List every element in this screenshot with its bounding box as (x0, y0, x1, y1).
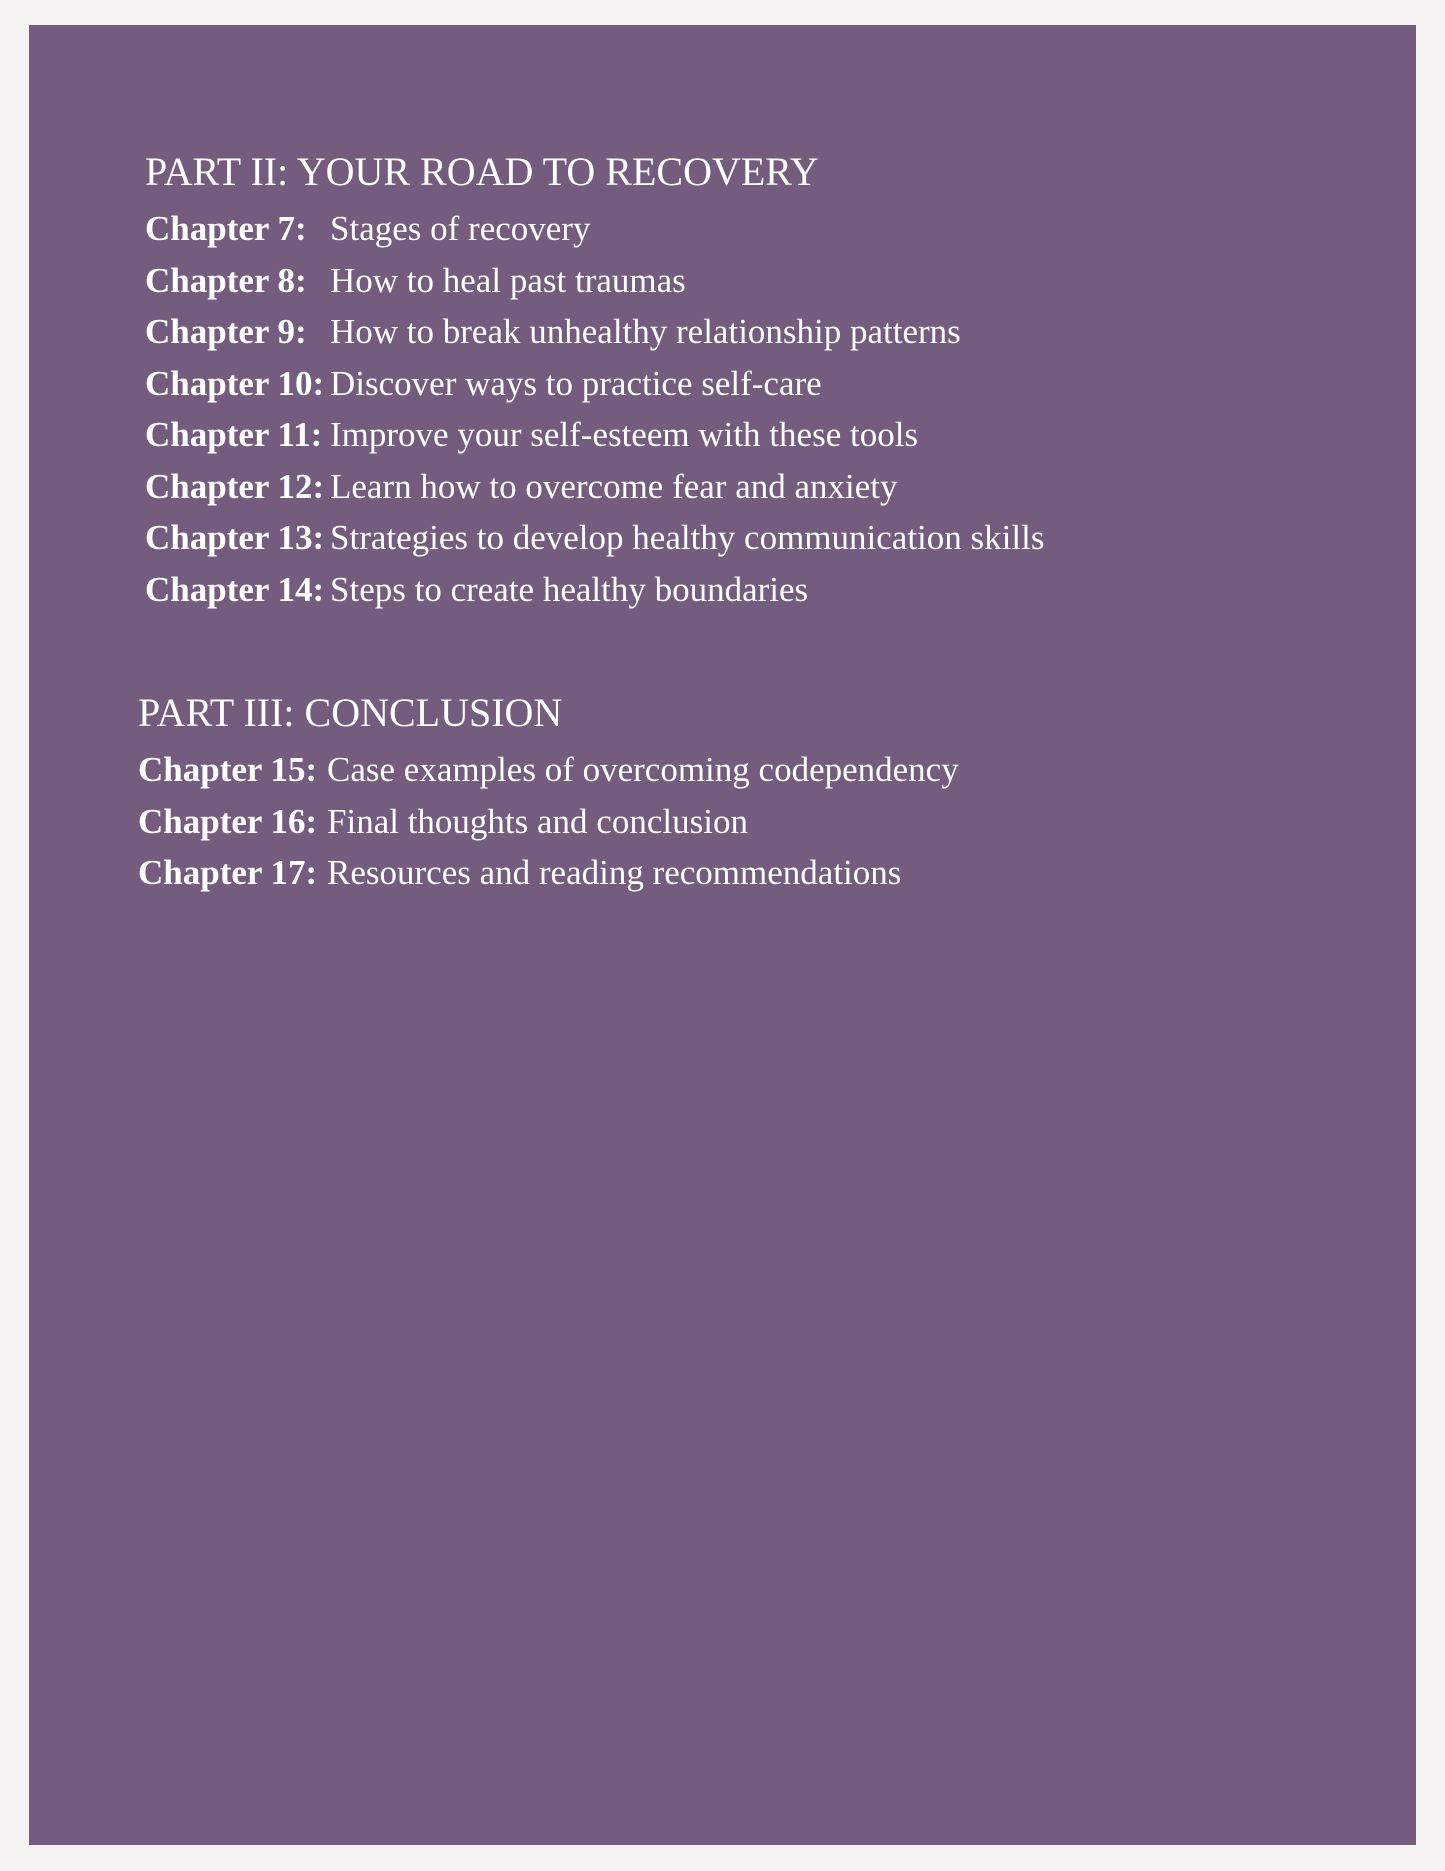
chapter-number: Chapter 11: (145, 415, 323, 454)
chapter-row-9 (145, 314, 1044, 366)
part-3-chapter-list (138, 752, 959, 907)
chapter-row-7 (145, 211, 1044, 263)
part-3-heading: PART III: CONCLUSION (138, 690, 563, 735)
chapter-title: How to break unhealthy relationship patterns (330, 312, 961, 351)
chapter-title: Resources and reading recommendations (327, 853, 902, 892)
chapter-title: How to heal past traumas (330, 260, 686, 300)
part-2-heading: PART II: YOUR ROAD TO RECOVERY (145, 149, 819, 194)
chapter-number: Chapter 7: (145, 209, 307, 248)
chapter-title: Stages of recovery (330, 209, 591, 248)
chapter-row-8 (145, 260, 1044, 315)
chapter-title: Steps to create healthy boundaries (330, 569, 809, 609)
chapter-title: Improve your self-esteem with these tools (330, 415, 919, 454)
chapter-title: Case examples of overcoming codependency (327, 750, 959, 789)
chapter-row-17 (138, 855, 959, 907)
chapter-row-13 (145, 520, 1044, 572)
chapter-title: Final thoughts and conclusion (327, 801, 748, 841)
chapter-row-16 (138, 801, 959, 856)
chapter-number: Chapter 13: (145, 518, 325, 557)
chapter-title: Strategies to develop healthy communication skills (330, 518, 1045, 557)
chapter-row-14 (145, 569, 1044, 624)
table-of-contents-page (29, 25, 1416, 1845)
chapter-title: Learn how to overcome fear and anxiety (330, 466, 898, 506)
chapter-number: Chapter 10: (145, 363, 325, 403)
chapter-number: Chapter 9: (145, 312, 307, 351)
chapter-number: Chapter 8: (145, 260, 307, 300)
chapter-number: Chapter 17: (138, 853, 318, 892)
chapter-number: Chapter 15: (138, 750, 318, 789)
chapter-row-15 (138, 752, 959, 804)
part-2-chapter-list (145, 211, 1044, 623)
chapter-number: Chapter 12: (145, 466, 325, 506)
chapter-title: Discover ways to practice self-care (330, 363, 822, 403)
chapter-number: Chapter 14: (145, 569, 325, 609)
chapter-row-12 (145, 466, 1044, 521)
chapter-row-11 (145, 417, 1044, 469)
chapter-number: Chapter 16: (138, 801, 318, 841)
chapter-row-10 (145, 363, 1044, 418)
